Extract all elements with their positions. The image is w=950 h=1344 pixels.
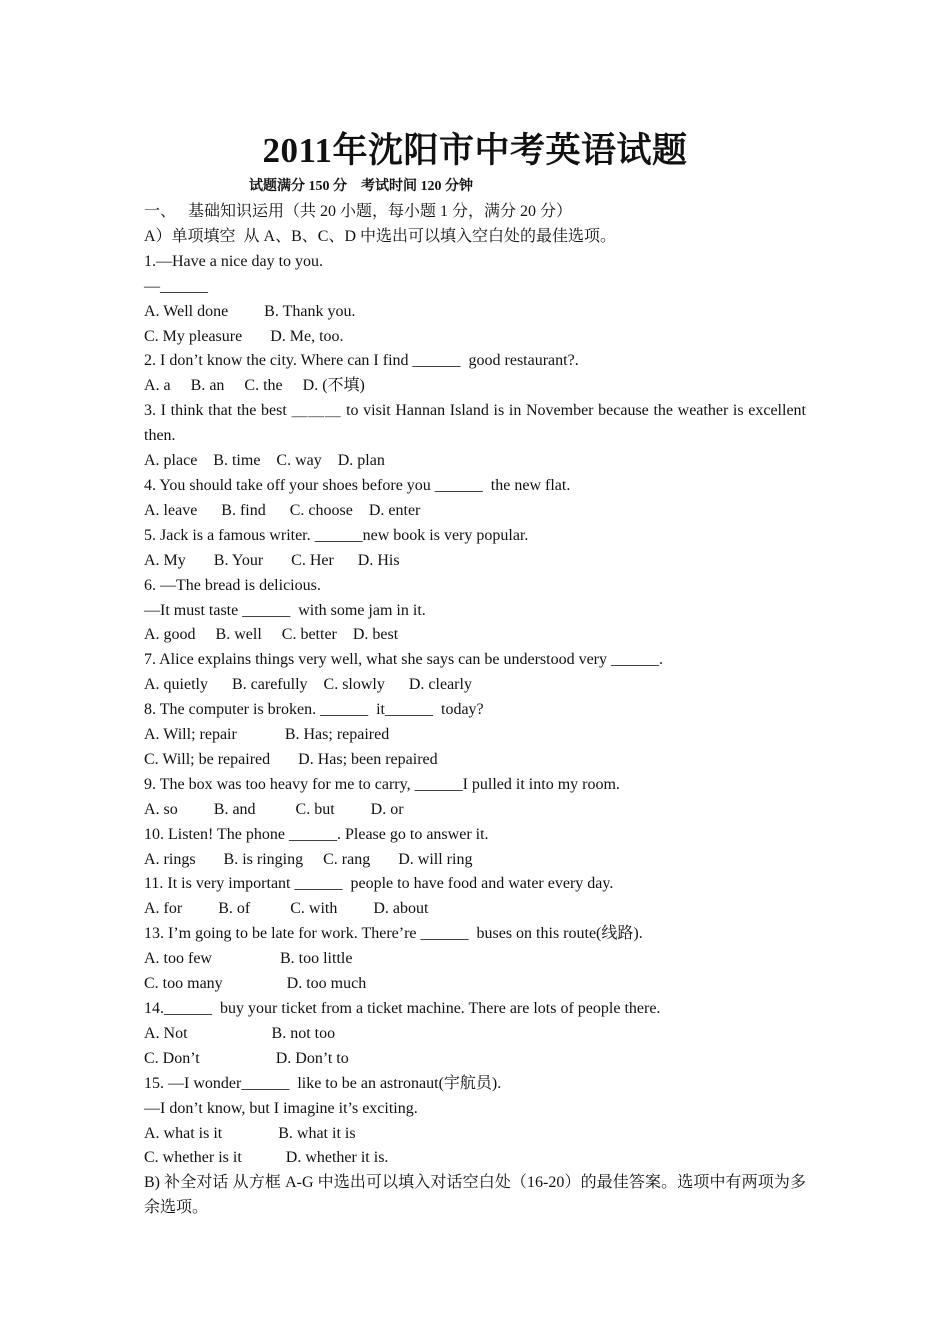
text-line: C. My pleasure D. Me, too. [144, 327, 344, 345]
text-line: A. place B. time C. way D. plan [144, 452, 385, 470]
text-line: A. My B. Your C. Her D. His [144, 551, 400, 569]
text-line: —It must taste ______ with some jam in it. [144, 601, 426, 619]
text-line: C. Don’t D. Don’t to [144, 1049, 349, 1067]
text-line: A. Well done B. Thank you. [144, 302, 356, 320]
text-line: C. too many D. too much [144, 975, 367, 993]
text-line: C. Will; be repaired D. Has; been repaired [144, 750, 438, 768]
text-line: A. Not B. not too [144, 1024, 336, 1042]
text-line: A. quietly B. carefully C. slowly D. clearly [144, 676, 472, 694]
text-line: A. too few B. too little [144, 950, 353, 968]
exam-page [144, 128, 806, 1221]
text-line: 15. —I wonder______ like to be an astronaut(宇航员). [144, 1074, 502, 1092]
text-line: 2. I don’t know the city. Where can I find ______ good restaurant?. [144, 352, 579, 370]
text-line: 6. —The bread is delicious. [144, 576, 321, 594]
text-line: C. whether is it D. whether it is. [144, 1149, 389, 1167]
text-line: A. a B. an C. the D. (不填) [144, 377, 365, 395]
text-line: A. good B. well C. better D. best [144, 626, 399, 644]
page-title: 2011年沈阳市中考英语试题 [262, 131, 688, 170]
text-line: A. so B. and C. but D. or [144, 800, 404, 818]
text-line: 8. The computer is broken. ______ it______ today? [144, 701, 484, 719]
text-line: 一、 基础知识运用（共 20 小题，每小题 1 分，满分 20 分） [144, 203, 573, 220]
text-line: 13. I’m going to be late for work. There’re ______ buses on this route(线路). [144, 925, 643, 943]
text-line: A. for B. of C. with D. about [144, 900, 429, 918]
text-line: B) 补全对话 从方框 A-G 中选出可以填入对话空白处（16-20）的最佳答案。选项中有两项为多余选项。 [144, 1174, 806, 1217]
text-line: A. Will; repair B. Has; repaired [144, 726, 390, 744]
text-line: 9. The box was too heavy for me to carry, ______I pulled it into my room. [144, 775, 620, 793]
text-line: 10. Listen! The phone ______. Please go to answer it. [144, 825, 489, 843]
text-line: 4. You should take off your shoes before you ______ the new flat. [144, 476, 571, 494]
text-line: —______ [144, 277, 208, 295]
text-line: —I don’t know, but I imagine it’s exciting. [144, 1099, 418, 1117]
exam-info-subtitle: 试题满分 150 分 考试时间 120 分钟 [249, 179, 473, 194]
text-line: 7. Alice explains things very well, what she says can be understood very ______. [144, 651, 663, 669]
text-line: 1.—Have a nice day to you. [144, 252, 324, 270]
text-line: 3. I think that the best ＿＿＿ to visit Hannan Island is in November because the weather is excellent then. [144, 402, 806, 445]
text-line: 14.______ buy your ticket from a ticket machine. There are lots of people there. [144, 1000, 661, 1017]
text-line: A）单项填空 从 A、B、C、D 中选出可以填入空白处的最佳选项。 [144, 227, 617, 245]
text-line: 5. Jack is a famous writer. ______new book is very popular. [144, 526, 529, 544]
exam-body [144, 200, 806, 1221]
text-line: A. rings B. is ringing C. rang D. will ring [144, 850, 473, 868]
text-line: A. leave B. find C. choose D. enter [144, 501, 421, 519]
text-line: A. what is it B. what it is [144, 1124, 356, 1142]
text-line: 11. It is very important ______ people to have food and water every day. [144, 875, 614, 893]
